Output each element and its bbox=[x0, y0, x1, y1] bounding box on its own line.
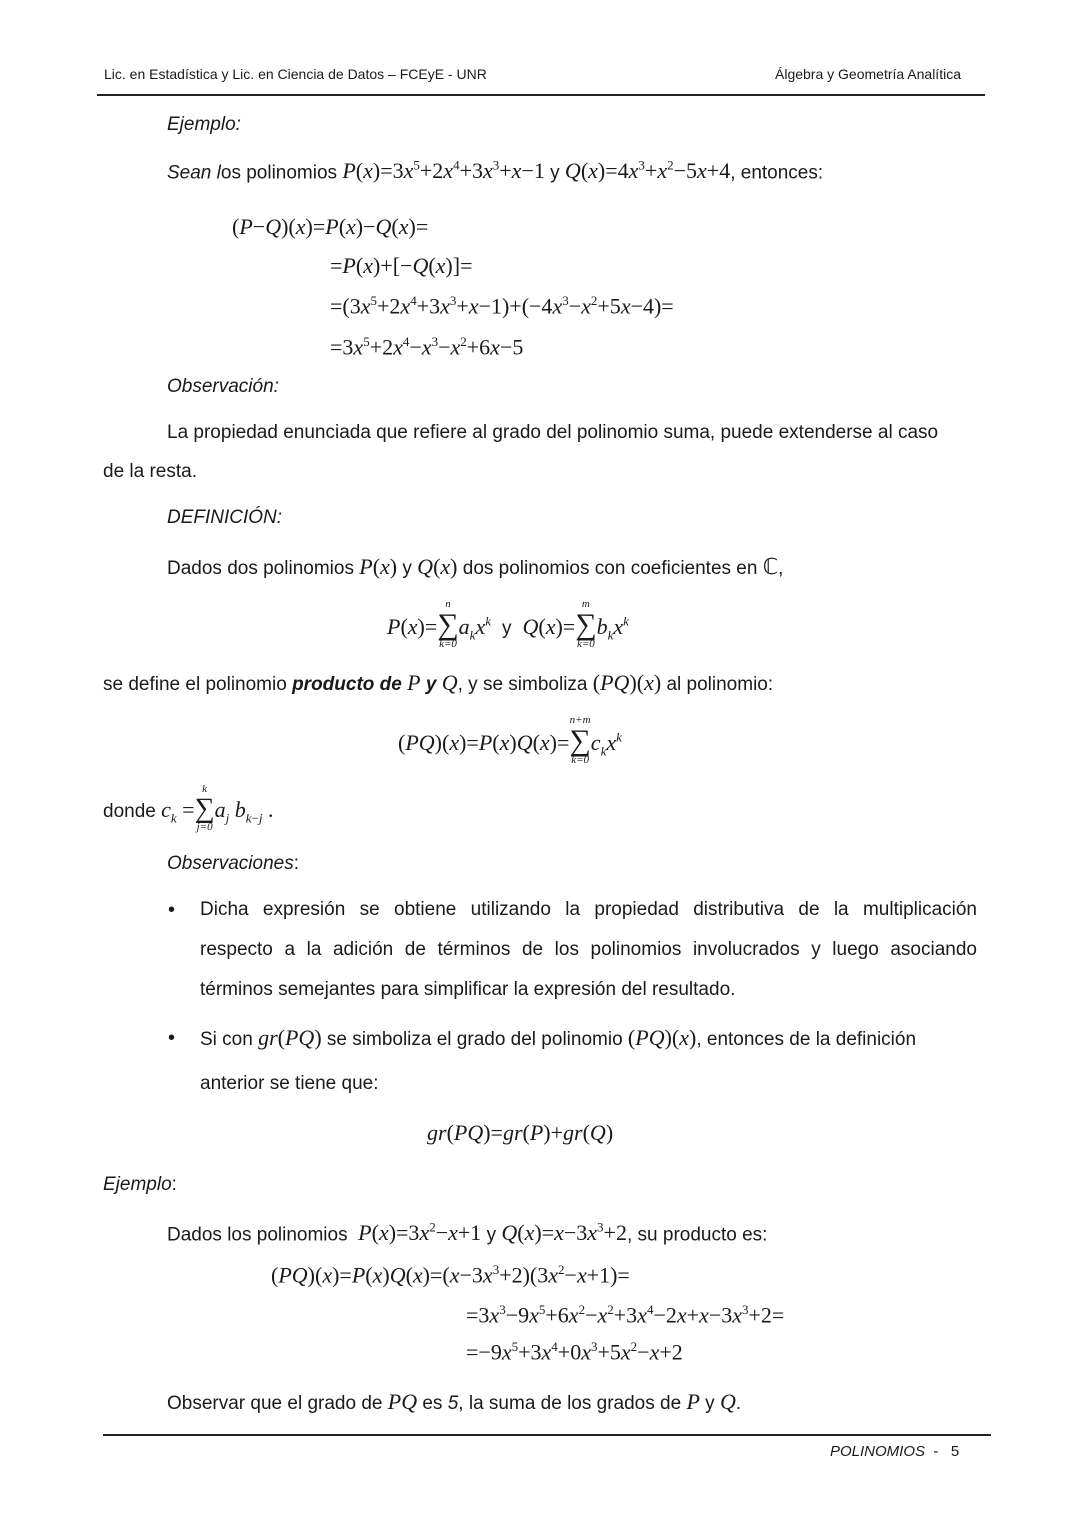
footer-text: POLINOMIOS - 5 bbox=[830, 1443, 960, 1460]
header-left: Lic. en Estadística y Lic. en Ciencia de Datos – FCEyE - UNR bbox=[104, 66, 487, 82]
poly-p-definition: $P(x)=3x^5+2x^4+3x^3+x-1$ bbox=[342, 158, 545, 184]
example1-intro: Sean los polinomios $P(x)=3x^5+2x^4+3x^3+x-1$ y $Q(x)=4x^3+x^2-5x+4$, entonces: bbox=[167, 158, 824, 184]
bullet-1-marker: • bbox=[168, 899, 176, 921]
bullet-2-line-2: anterior se tiene que: bbox=[200, 1073, 379, 1094]
bullet-1-line-1: Dicha expresión se obtiene utilizando la propiedad distributiva de la multiplicación bbox=[200, 899, 977, 920]
example1-title: Ejemplo: bbox=[167, 114, 241, 135]
degree-formula: gr(PQ)=gr(P)+gr(Q) bbox=[427, 1120, 614, 1145]
complex-numbers-symbol: ℂ bbox=[762, 554, 779, 579]
coefficient-definition: donde $c_k$ =∑ k j=0 $a_j$ $b_{k-j}$ . bbox=[103, 783, 274, 833]
product-line-2: $=3x^3-9x^5+6x^2-x^2+3x^4-2x+x-3x^3+2=$ bbox=[466, 1302, 785, 1328]
header-rule bbox=[97, 94, 985, 96]
bullet-1-line-2: respecto a la adición de términos de los polinomios involucrados y luego asociando bbox=[200, 939, 977, 960]
bullet-2-line-1: Si con gr(PQ) se simboliza el grado del polinomio (PQ)(x), entonces de la definición bbox=[200, 1025, 917, 1050]
observation-text-1: La propiedad enunciada que refiere al grado del polinomio suma, puede extenderse al caso bbox=[167, 422, 939, 443]
bullet-1-line-3: términos semejantes para simplificar la expresión del resultado. bbox=[200, 979, 736, 1000]
bullet-2-marker: • bbox=[168, 1027, 176, 1049]
definition-line-2: se define el polinomio producto de P y Q, y se simboliza (PQ)(x) al polinomio: bbox=[103, 670, 774, 695]
header-right: Álgebra y Geometría Analítica bbox=[775, 66, 961, 82]
page-number: 5 bbox=[950, 1443, 960, 1460]
difference-line-2: =P(x)+[−Q(x)]= bbox=[330, 253, 473, 278]
definition-title: DEFINICIÓN: bbox=[167, 507, 283, 528]
polynomial-sums: P(x)=∑ n k=0 $a_kx^k$ y Q(x)=∑ m k=0 $b_kx^k$ bbox=[387, 598, 629, 650]
example2-closing: Observar que el grado de PQ es 5, la suma de los grados de P y Q. bbox=[167, 1389, 742, 1414]
difference-line-3: $=(3x^5+2x^4+3x^3+x-1)+(-4x^3-x^2+5x-4)=$ bbox=[330, 293, 674, 319]
difference-line-4: $=3x^5+2x^4-x^3-x^2+6x-5$ bbox=[330, 334, 524, 360]
footer-section: POLINOMIOS bbox=[830, 1443, 926, 1460]
observations-title: Observaciones: bbox=[167, 853, 300, 874]
product-line-1: $(PQ)(x)=P(x)Q(x)=(x-3x^3+2)(3x^2-x+1)=$ bbox=[271, 1262, 630, 1288]
product-line-3: $=-9x^5+3x^4+0x^3+5x^2-x+2$ bbox=[466, 1339, 683, 1365]
footer-rule bbox=[103, 1434, 991, 1436]
example2-title: Ejemplo: bbox=[103, 1174, 177, 1195]
difference-line-1: (P−Q)(x)=P(x)−Q(x)= bbox=[232, 214, 429, 239]
example2-intro: Dados los polinomios $P(x)=3x^2-x+1$ y $Q(x)=x-3x^3+2$, su producto es: bbox=[167, 1220, 768, 1246]
observation-text-2: de la resta. bbox=[103, 461, 197, 482]
poly-q-definition: $Q(x)=4x^3+x^2-5x+4$ bbox=[564, 158, 731, 184]
definition-line-1: Dados dos polinomios P(x) y Q(x) dos polinomios con coeficientes en ℂ, bbox=[167, 554, 784, 579]
product-formula: (PQ)(x)=P(x)Q(x)=∑ n+m k=0 $c_kx^k$ bbox=[398, 714, 622, 766]
observation-title: Observación: bbox=[167, 376, 279, 397]
